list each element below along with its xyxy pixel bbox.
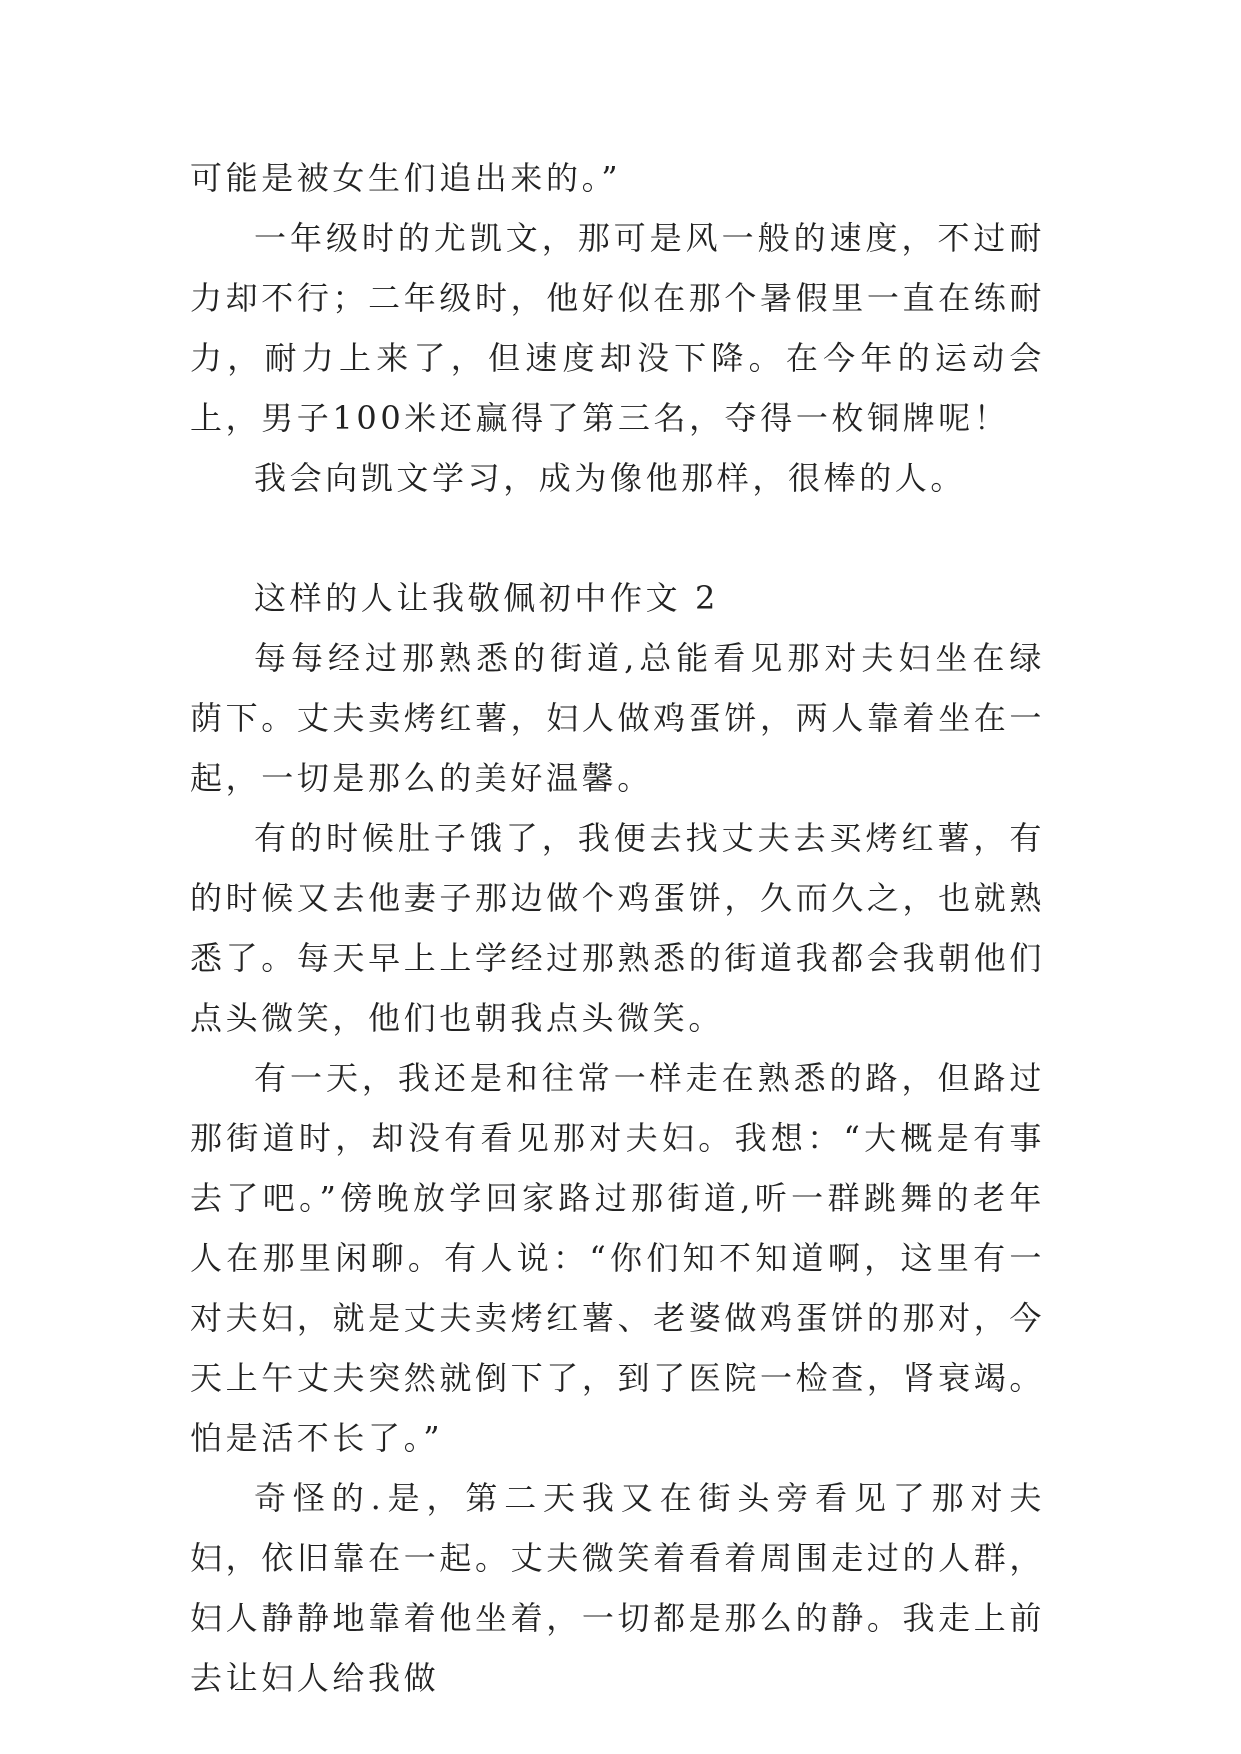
paragraph: 我会向凯文学习，成为像他那样，很棒的人。 bbox=[254, 459, 967, 497]
essay-body bbox=[190, 148, 1045, 1708]
section-title: 这样的人让我敬佩初中作文 2 bbox=[254, 579, 719, 617]
paragraph: 可能是被女生们追出来的。” bbox=[190, 159, 622, 197]
paragraph: 奇怪的.是，第二天我又在街头旁看见了那对夫妇，依旧靠在一起。丈夫微笑着看着周围走过的人群，妇人静静地靠着他坐着，一切都是那么的静。我走上前去让妇人给我做 bbox=[190, 1479, 1045, 1697]
paragraph: 有一天，我还是和往常一样走在熟悉的路，但路过那街道时，却没有看见那对夫妇。我想：“大概是有事去了吧。”傍晚放学回家路过那街道,听一群跳舞的老年人在那里闲聊。有人说：“你们知不知道啊，这里有一对夫妇，就是丈夫卖烤红薯、老婆做鸡蛋饼的那对，今天上午丈夫突然就倒下了，到了医院一检查，肾衰竭。怕是活不长了。” bbox=[190, 1059, 1045, 1457]
paragraph: 每每经过那熟悉的街道,总能看见那对夫妇坐在绿荫下。丈夫卖烤红薯，妇人做鸡蛋饼，两人靠着坐在一起，一切是那么的美好温馨。 bbox=[190, 639, 1045, 797]
paragraph: 一年级时的尤凯文，那可是风一般的速度，不过耐力却不行；二年级时，他好似在那个暑假里一直在练耐力，耐力上来了，但速度却没下降。在今年的运动会上，男子100米还赢得了第三名，夺得一枚铜牌呢！ bbox=[190, 219, 1045, 437]
paragraph: 有的时候肚子饿了，我便去找丈夫去买烤红薯，有的时候又去他妻子那边做个鸡蛋饼，久而久之，也就熟悉了。每天早上上学经过那熟悉的街道我都会我朝他们点头微笑，他们也朝我点头微笑。 bbox=[190, 819, 1045, 1037]
section-spacer bbox=[190, 508, 1045, 568]
